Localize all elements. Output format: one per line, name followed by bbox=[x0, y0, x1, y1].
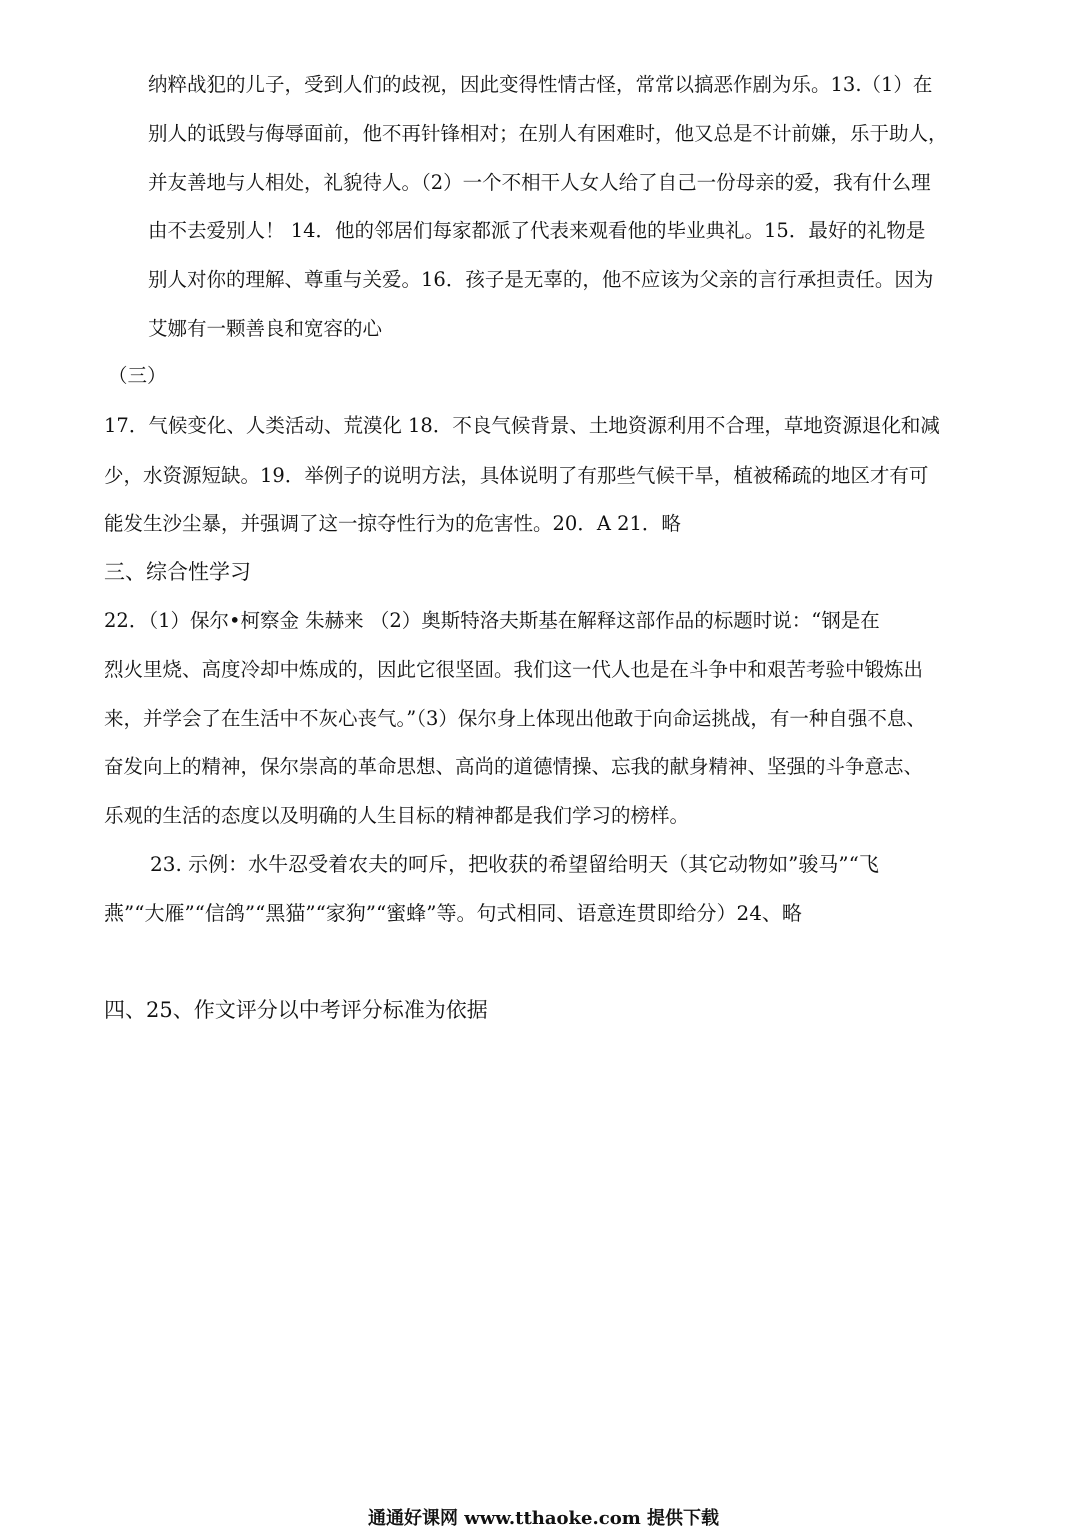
section-label: （三） bbox=[108, 364, 167, 387]
text-line: 17．气候变化、人类活动、荒漠化 18．不良气候背景、土地资源利用不合理，草地资源退化和减 bbox=[104, 414, 940, 437]
text-line: 别人对你的理解、尊重与关爱。16．孩子是无辜的，他不应该为父亲的言行承担责任。因为 bbox=[148, 268, 934, 291]
text-line: 23. 示例：水牛忍受着农夫的呵斥，把收获的希望留给明天（其它动物如”骏马”“飞 bbox=[150, 852, 879, 876]
text-line: 烈火里烧、高度冷却中炼成的，因此它很坚固。我们这一代人也是在斗争中和艰苦考验中锻炼出 bbox=[104, 658, 924, 681]
text-line: 22．（1）保尔•柯察金 朱赫来 （2）奥斯特洛夫斯基在解释这部作品的标题时说：“钢是在 bbox=[104, 609, 880, 632]
text-line: 乐观的生活的态度以及明确的人生目标的精神都是我们学习的榜样。 bbox=[104, 804, 690, 827]
text-line: 能发生沙尘暴，并强调了这一掠夺性行为的危害性。20．A 21．略 bbox=[104, 512, 681, 535]
section-heading: 三、综合性学习 bbox=[104, 560, 251, 584]
text-line: 并友善地与人相处，礼貌待人。（2）一个不相干人女人给了自己一份母亲的爱，我有什么理 bbox=[148, 171, 931, 194]
text-line: 别人的诋毁与侮辱面前，他不再针锋相对；在别人有困难时，他又总是不计前嫌，乐于助人， bbox=[148, 122, 948, 145]
text-line: 少，水资源短缺。19．举例子的说明方法，具体说明了有那些气候干旱，植被稀疏的地区才有可 bbox=[104, 464, 929, 487]
text-line: 燕”“大雁”“信鸽”“黑猫”“家狗”“蜜蜂”等。句式相同、语意连贯即给分）24、略 bbox=[104, 901, 802, 925]
text-line: 由不去爱别人！ 14．他的邻居们每家都派了代表来观看他的毕业典礼。15．最好的礼物是 bbox=[148, 219, 926, 242]
text-line: 奋发向上的精神，保尔崇高的革命思想、高尚的道德情操、忘我的献身精神、坚强的斗争意志、 bbox=[104, 755, 924, 778]
text-line: 纳粹战犯的儿子，受到人们的歧视，因此变得性情古怪，常常以搞恶作剧为乐。13.（1）在 bbox=[148, 73, 933, 96]
text-line: 来，并学会了在生活中不灰心丧气。”（3）保尔身上体现出他敢于向命运挑战，有一种自强不息、 bbox=[104, 707, 926, 730]
page-footer: 通通好课网 www.tthaoke.com 提供下载 bbox=[367, 1508, 720, 1529]
text-line: 艾娜有一颗善良和宽容的心 bbox=[148, 317, 383, 340]
section-heading: 四、25、作文评分以中考评分标准为依据 bbox=[104, 998, 488, 1022]
